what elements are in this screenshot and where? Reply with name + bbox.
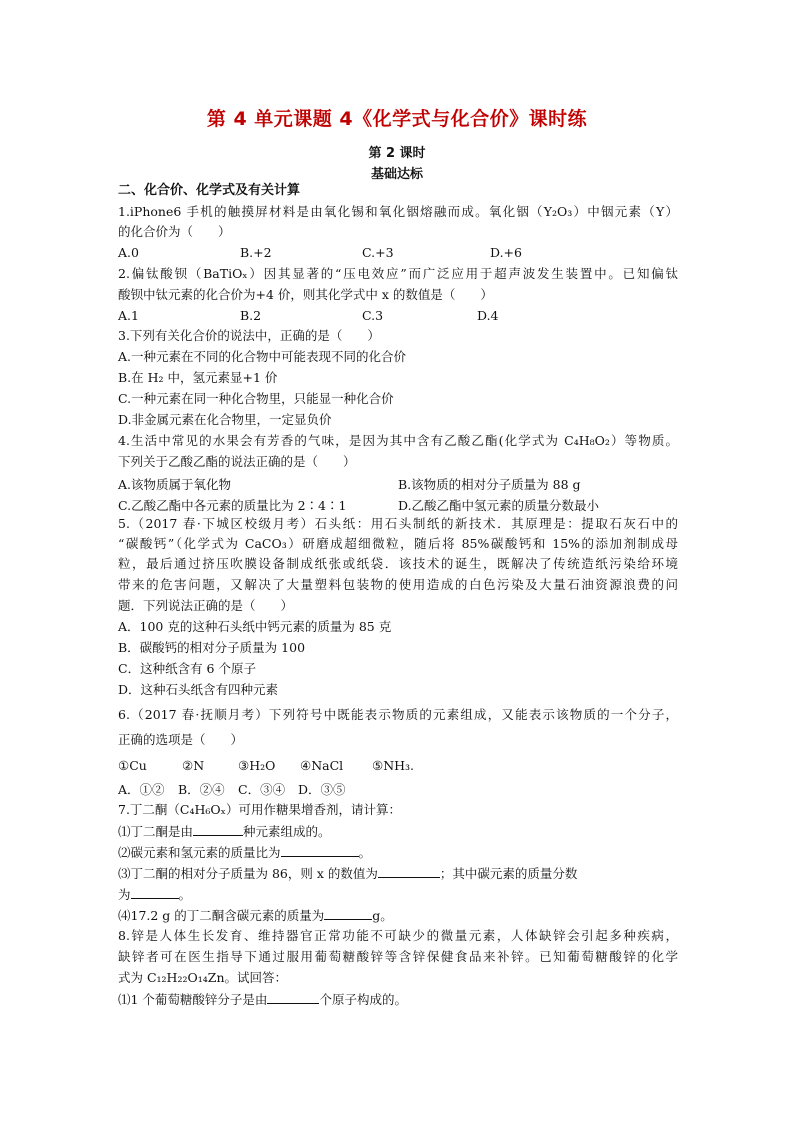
q6-stem-line1: 6.（2017 春·抚顺月考）下列符号中既能表示物质的元素组成，又能表示该物质的一个分子， [118, 707, 678, 722]
q3-stem: 3.下列有关化合价的说法中，正确的是（ ） [118, 328, 380, 343]
q3-option-d: D.非金属元素在化合物里，一定显负价 [118, 412, 332, 427]
q8-stem-line1: 8.锌是人体生长发育、维持器官正常功能不可缺少的微量元素，人体缺锌会引起多种疾病， [118, 928, 678, 943]
q5-stem-line1: 5.（2017 春·下城区校级月考）石头纸：用石头制纸的新技术．其原理是：提取石灰石中的 [118, 516, 678, 531]
lesson-label: 第 2 课时 [368, 146, 426, 161]
q7-part1-blank [193, 823, 243, 836]
q1-stem-line2: 的化合价为（ ） [118, 224, 231, 239]
q7-part4-post: g。 [372, 908, 393, 923]
q5-stem-line3: 粒，最后通过挤压吹膜设备制成纸张或纸袋．该技术的诞生，既解决了传统造纸污染给环境 [118, 556, 678, 571]
q7-stem: 7.丁二酮（C₄H₆Oₓ）可用作糖果增香剂，请计算： [118, 802, 401, 817]
q8-part1-pre: ⑴1 个葡萄糖酸锌分子是由 [118, 992, 268, 1007]
q8-stem-line2: 缺锌者可在医生指导下通过服用葡萄糖酸锌等含锌保健食品来补锌。已知葡萄糖酸锌的化学 [118, 949, 678, 964]
q7-part1 [118, 823, 678, 840]
q4-option-d: D.乙酸乙酯中氢元素的质量分数最小 [398, 498, 600, 513]
q7-part3-blank1 [378, 865, 440, 878]
q1-option-c: C.+3 [362, 245, 394, 260]
q7-part3-pre: ⑶丁二酮的相对分子质量为 86，则 x 的数值为 [118, 866, 378, 881]
q5-option-c: C．这种纸含有 6 个原子 [118, 661, 256, 676]
q2-option-b: B.2 [240, 308, 262, 323]
q6-symbol-5: ⑤NH₃. [372, 758, 415, 773]
q6-symbol-2: ②N [182, 758, 205, 773]
q2-option-d: D.4 [477, 308, 499, 323]
q8-part1-blank [267, 991, 319, 1004]
q6-symbol-3: ③H₂O [238, 758, 276, 773]
q6-option-b: B．②④ [178, 782, 225, 797]
level-label: 基础达标 [370, 167, 423, 182]
q5-option-a: A．100 克的这种石头纸中钙元素的质量为 85 克 [118, 619, 392, 634]
q3-option-a: A.一种元素在不同的化合物中可能表现不同的化合价 [118, 349, 407, 364]
q4-stem-line2: 下列关于乙酸乙酯的说法正确的是（ ） [118, 454, 356, 469]
q2-stem-line2: 酸钡中钛元素的化合价为+4 价，则其化学式中 x 的数值是（ ） [118, 287, 493, 302]
q1-option-d: D.+6 [490, 245, 522, 260]
q2-stem-line1: 2.偏钛酸钡（BaTiOₓ）因其显著的“压电效应”而广泛应用于超声波发生装置中。已知偏钛 [118, 266, 678, 281]
q6-option-a: A．①② [118, 782, 165, 797]
q6-symbol-1: ①Cu [118, 758, 147, 773]
q1-option-b: B.+2 [240, 245, 272, 260]
q6-symbol-4: ④NaCl [300, 758, 344, 773]
q8-part1-post: 个原子构成的。 [319, 992, 407, 1007]
q7-part2-blank [281, 844, 359, 857]
q7-part3-line2-post: 。 [178, 887, 192, 902]
q7-part3 [118, 865, 678, 882]
q7-part1-pre: ⑴丁二酮是由 [118, 824, 194, 839]
section-title: 二、化合价、化学式及有关计算 [118, 183, 301, 198]
q7-part1-post: 种元素组成的。 [243, 824, 331, 839]
q6-option-c: C．③④ [238, 782, 286, 797]
q7-part4 [118, 907, 678, 924]
q6-option-d: D．③⑤ [298, 782, 346, 797]
q5-stem-line2: “碳酸钙”（化学式为 CaCO₃）研磨成超细微粒，随后将 85%碳酸钙和 15%的添加剂制成母 [118, 536, 678, 551]
q3-option-c: C.一种元素在同一种化合物里，只能显一种化合价 [118, 391, 394, 406]
q7-part2-pre: ⑵碳元素和氢元素的质量比为 [118, 845, 281, 860]
q2-option-c: C.3 [362, 308, 384, 323]
q1-option-a: A.0 [118, 245, 139, 260]
q2-option-a: A.1 [118, 308, 139, 323]
q8-part1 [118, 991, 678, 1008]
q1-stem-line1: 1.iPhone6 手机的触摸屏材料是由氧化锡和氧化铟熔融而成。氧化铟（Y₂O₃）中铟元素（Y） [118, 204, 678, 219]
q5-option-d: D．这种石头纸含有四种元素 [118, 682, 279, 697]
page-title: 第 4 单元课题 4《化学式与化合价》课时练 [206, 108, 588, 130]
q7-part3-post: ；其中碳元素的质量分数 [439, 866, 578, 881]
q4-option-a: A.该物质属于氧化物 [118, 477, 232, 492]
q7-part2 [118, 844, 678, 861]
q4-option-b: B.该物质的相对分子质量为 88 g [398, 477, 581, 492]
q7-part3-line2 [118, 886, 678, 903]
q4-stem-line1: 4.生活中常见的水果会有芳香的气味，是因为其中含有乙酸乙酯(化学式为 C₄H₈O₂）等物质。 [118, 433, 678, 448]
q6-stem-line2: 正确的选项是（ ） [118, 732, 244, 747]
q3-option-b: B.在 H₂ 中，氢元素显+1 价 [118, 370, 278, 385]
q7-part2-post: 。 [358, 845, 372, 860]
q5-stem-line5: 题．下列说法正确的是（ ） [118, 598, 294, 613]
q8-stem-line3: 式为 C₁₂H₂₂O₁₄Zn。试回答： [118, 970, 287, 985]
q7-part4-blank [324, 907, 372, 920]
q7-part4-pre: ⑷17.2 g 的丁二酮含碳元素的质量为 [118, 908, 325, 923]
q4-option-c: C.乙酸乙酯中各元素的质量比为 2∶4∶1 [118, 498, 347, 513]
q5-stem-line4: 带来的危害问题，又解决了大量塑料包装物的使用造成的白色污染及大量石油资源浪费的问 [118, 577, 678, 592]
q7-part3-blank2 [131, 886, 179, 899]
q5-option-b: B．碳酸钙的相对分子质量为 100 [118, 640, 306, 655]
q7-part3-line2-pre: 为 [118, 887, 131, 902]
